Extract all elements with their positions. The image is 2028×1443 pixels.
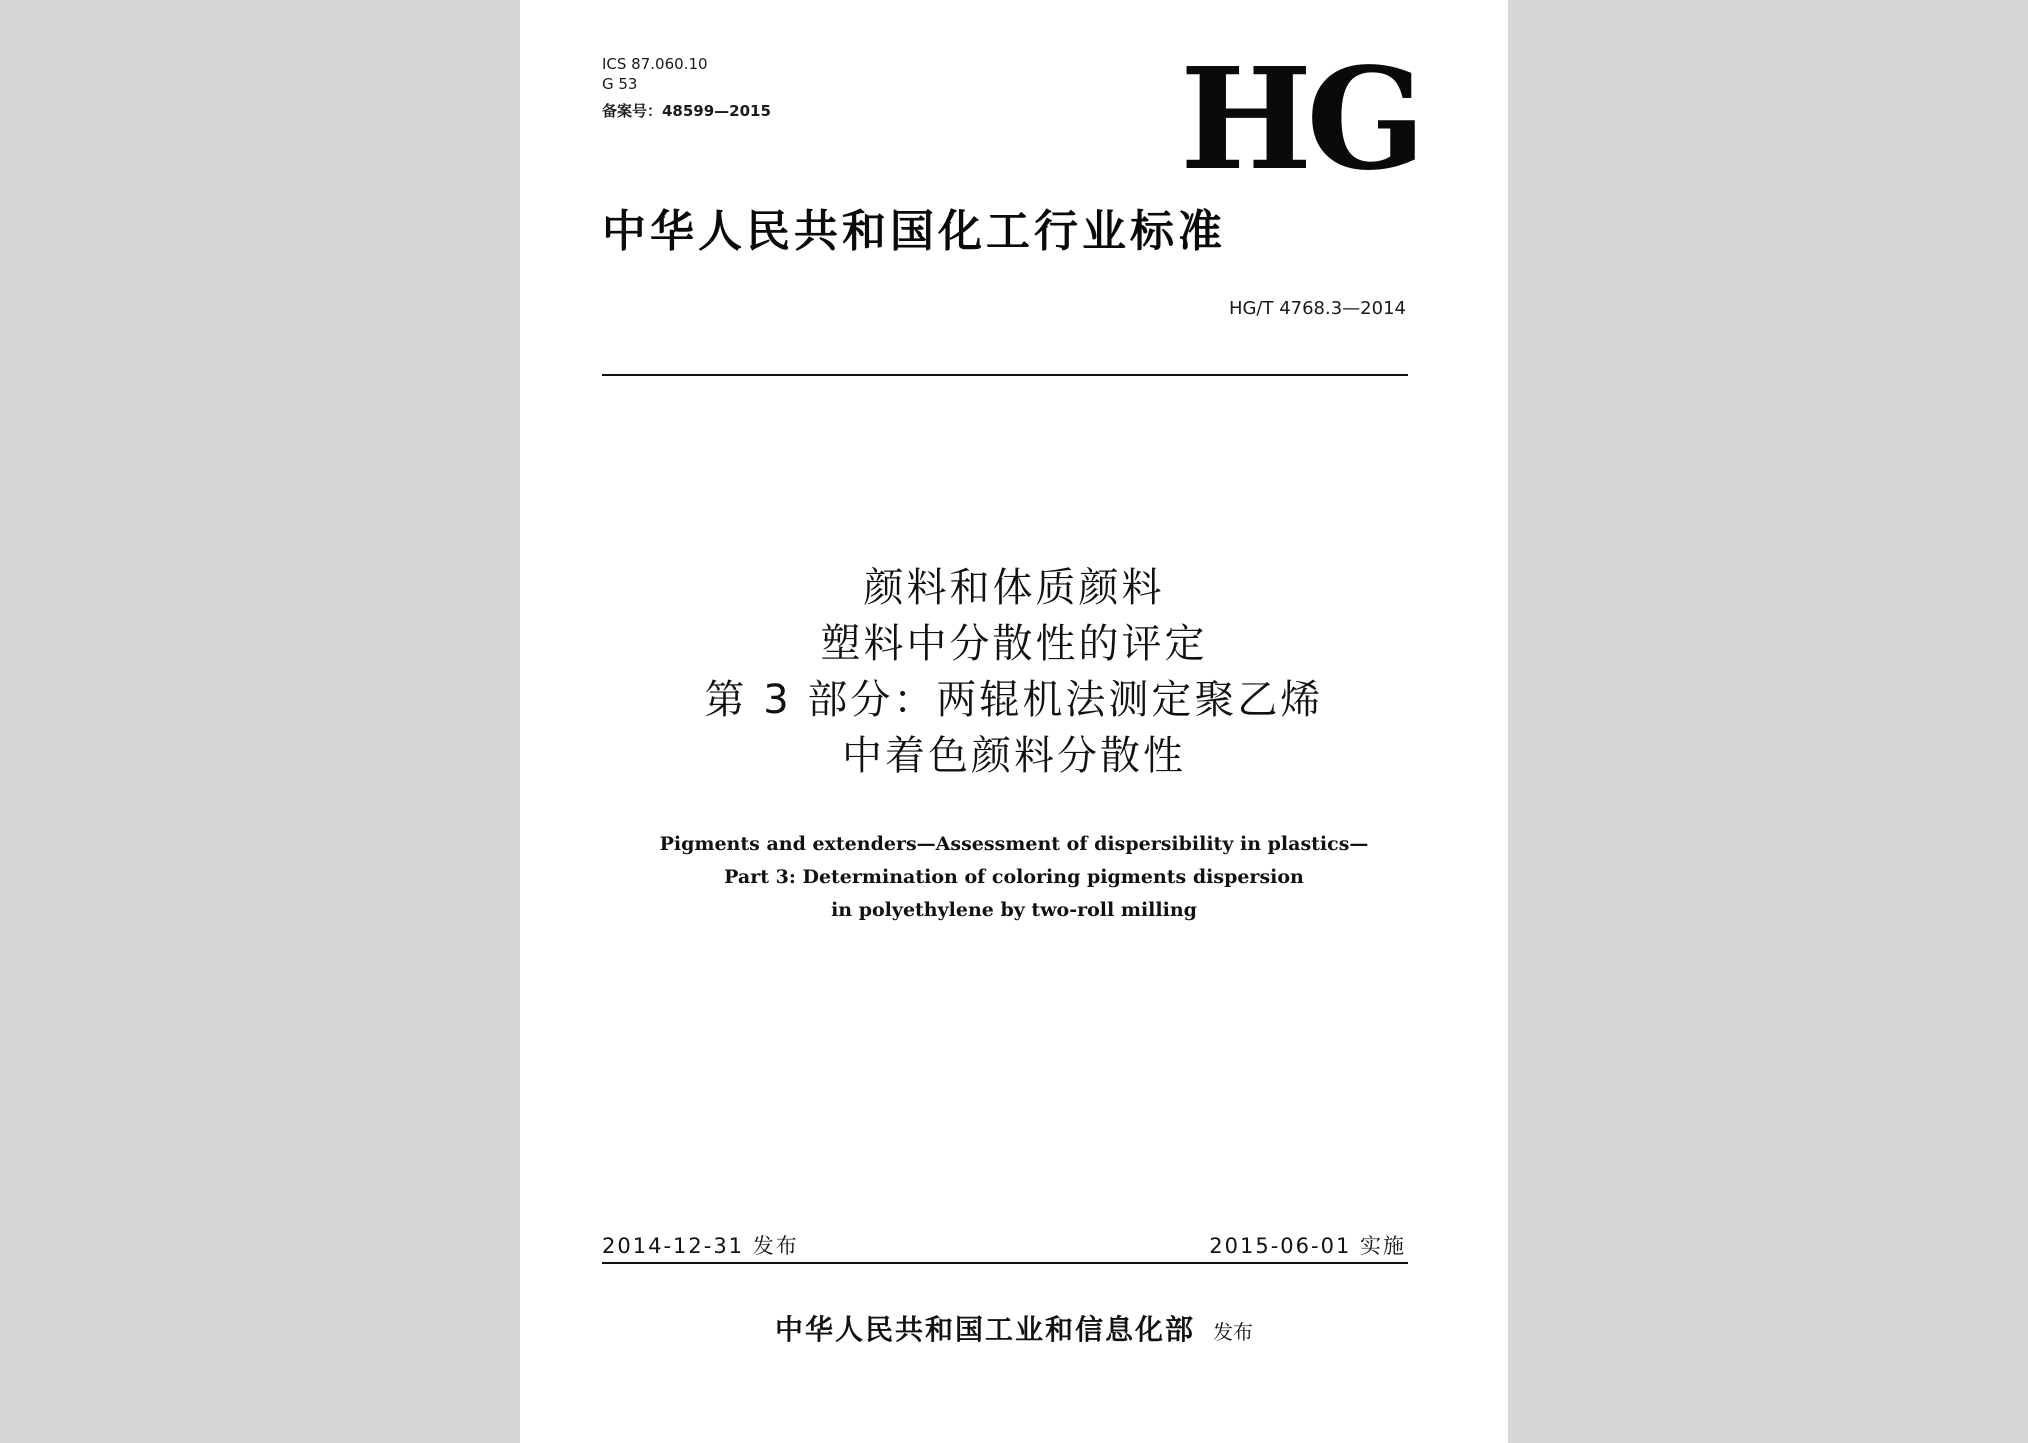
top-divider: [602, 374, 1408, 376]
publisher-action: 发布: [1213, 1320, 1253, 1344]
ics-code: ICS 87.060.10: [602, 55, 708, 73]
hg-logo: HG: [1180, 38, 1420, 202]
record-number: 备案号：48599—2015: [602, 102, 771, 120]
classification-code: G 53: [602, 75, 638, 93]
english-title-line: Pigments and extenders—Assessment of dispersibility in plastics—: [659, 833, 1369, 855]
document-page: [520, 0, 1508, 1443]
industry-standard-title: 中华人民共和国化工行业标准: [602, 206, 1226, 257]
publisher-line: [520, 1312, 1508, 1350]
chinese-title-line: 第 3 部分：两辊机法测定聚乙烯: [704, 677, 1324, 723]
english-title: [520, 828, 1508, 927]
publisher-name: 中华人民共和国工业和信息化部: [774, 1313, 1195, 1346]
english-title-line: Part 3: Determination of coloring pigments dispersion: [724, 866, 1304, 888]
chinese-title-line: 颜料和体质颜料: [863, 565, 1165, 611]
implementation-date: 2015-06-01 实施: [1209, 1234, 1406, 1258]
chinese-title-line: 中着色颜料分散性: [842, 733, 1186, 779]
chinese-title: [520, 560, 1508, 784]
chinese-title-line: 塑料中分散性的评定: [820, 621, 1208, 667]
issue-date: 2014-12-31 发布: [602, 1234, 799, 1258]
bottom-divider: [602, 1262, 1408, 1264]
standard-number: HG/T 4768.3—2014: [1228, 298, 1406, 319]
english-title-line: in polyethylene by two-roll milling: [831, 899, 1197, 921]
